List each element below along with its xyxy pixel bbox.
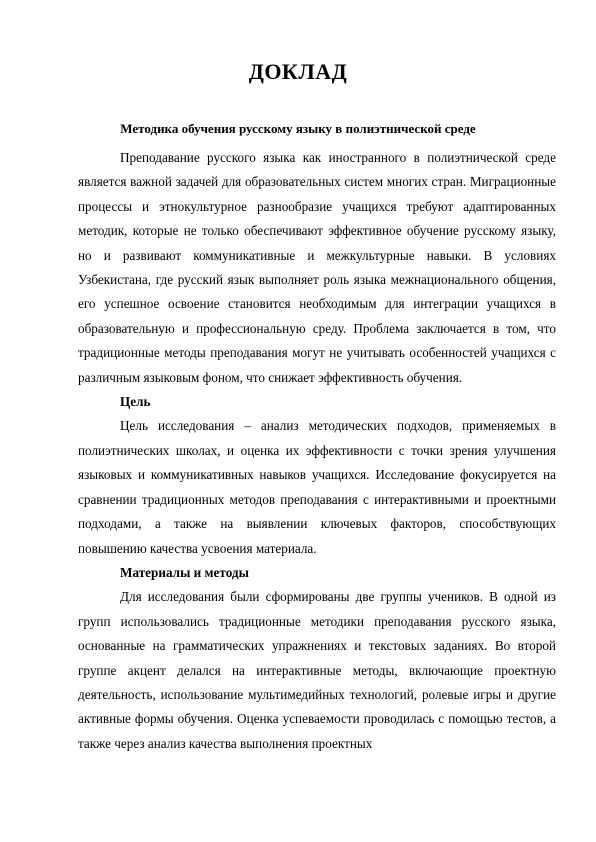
- document-subtitle: Методика обучения русскому языку в полиэтнической среде: [120, 121, 476, 136]
- intro-paragraph: Преподавание русского языка как иностранного в полиэтнической среде является важной задачей для образовательных систем многих стран. Миграционные процессы и этнокультурное разнообразие учащихся требуют адаптированных методик, которые не только обеспечивают эффективное обучение русскому языку, но и развивают коммуникативные и межкультурные навыки. В условиях Узбекистана, где русский язык выполняет роль языка межнационального общения, его успешное освоение становится необходимым для интеграции учащихся в образовательную и профессиональную среду. Проблема заключается в том, что традиционные методы преподавания могут не учитывать особенностей учащихся с различным языковым фоном, что снижает эффективность обучения.: [78, 150, 556, 385]
- goal-heading: Цель: [120, 394, 151, 410]
- document-title: ДОКЛАД: [248, 59, 348, 84]
- methods-paragraph: Для исследования были сформированы две группы учеников. В одной из групп использовались традиционные методики преподавания русского языка, основанные на грамматических упражнениях и текстовых заданиях. Во второй группе акцент делался на интерактивные методы, включающие проектную деятельность, использование мультимедийных технологий, ролевые игры и другие активные формы обучения. Оценка успеваемости проводилась с помощью тестов, а также через анализ качества выполнения проектных: [78, 589, 556, 751]
- document-body: [78, 146, 556, 756]
- goal-paragraph: Цель исследования – анализ методических подходов, применяемых в полиэтнических школах, и оценка их эффективности с точки зрения улучшения языковых и коммуникативных навыков учащихся. Исследование фокусируется на сравнении традиционных методов преподавания с интерактивными и проектными подходами, а также на выявлении ключевых факторов, способствующих повышению качества усвоения материала.: [78, 418, 556, 556]
- methods-heading: Материалы и методы: [120, 564, 249, 580]
